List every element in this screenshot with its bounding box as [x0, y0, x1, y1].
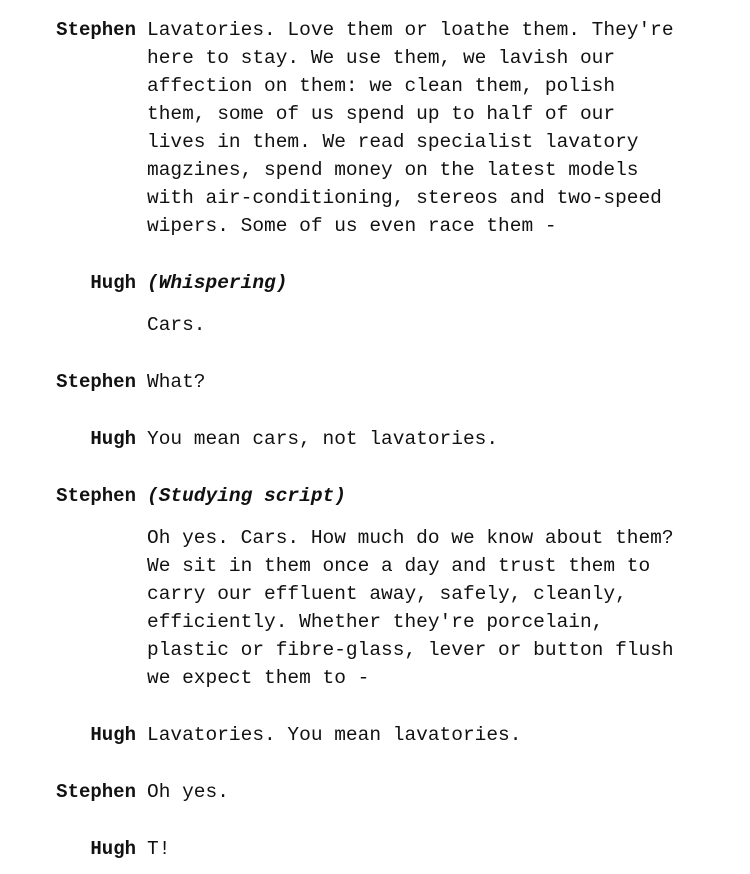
dialogue-line: with air-conditioning, stereos and two-speed [147, 187, 662, 209]
speaker-name: Hugh [90, 838, 136, 860]
dialogue-line: Lavatories. Love them or loathe them. They're [147, 19, 674, 41]
dialogue-line: Oh yes. [147, 781, 229, 803]
speaker-name: Hugh [90, 724, 136, 746]
dialogue-line: T! [147, 838, 171, 860]
speaker-name: Stephen [56, 19, 136, 41]
dialogue-line: We sit in them once a day and trust them to [147, 555, 651, 577]
dialogue-line: affection on them: we clean them, polish [147, 75, 616, 97]
speaker-name: Stephen [56, 485, 136, 507]
speaker-name: Stephen [56, 781, 136, 803]
speaker-name: Hugh [90, 272, 136, 294]
dialogue-entry [0, 16, 750, 240]
dialogue-line: efficiently. Whether they're porcelain, [147, 611, 604, 633]
dialogue-entry [0, 721, 750, 749]
dialogue-line: What? [147, 371, 206, 393]
dialogue-line: Oh yes. Cars. How much do we know about them? [147, 527, 674, 549]
dialogue-entry [0, 269, 750, 339]
dialogue-line: You mean cars, not lavatories. [147, 428, 499, 450]
dialogue-entry [0, 368, 750, 396]
stage-direction: (Whispering) [147, 272, 288, 294]
dialogue-entry [0, 778, 750, 806]
dialogue-line: magzines, spend money on the latest models [147, 159, 639, 181]
dialogue-line: Cars. [147, 314, 206, 336]
dialogue-line: carry our effluent away, safely, cleanly, [147, 583, 627, 605]
dialogue-entry [0, 835, 750, 863]
script-page [0, 16, 750, 863]
dialogue-line: Lavatories. You mean lavatories. [147, 724, 522, 746]
stage-direction: (Studying script) [147, 485, 346, 507]
dialogue-line: them, some of us spend up to half of our [147, 103, 616, 125]
dialogue-line: we expect them to - [147, 667, 370, 689]
speaker-name: Hugh [90, 428, 136, 450]
dialogue-line: plastic or fibre-glass, lever or button flush [147, 639, 674, 661]
dialogue-line: wipers. Some of us even race them - [147, 215, 557, 237]
dialogue-entry [0, 482, 750, 692]
speaker-name: Stephen [56, 371, 136, 393]
dialogue-line: lives in them. We read specialist lavatory [147, 131, 639, 153]
dialogue-line: here to stay. We use them, we lavish our [147, 47, 616, 69]
dialogue-entry [0, 425, 750, 453]
